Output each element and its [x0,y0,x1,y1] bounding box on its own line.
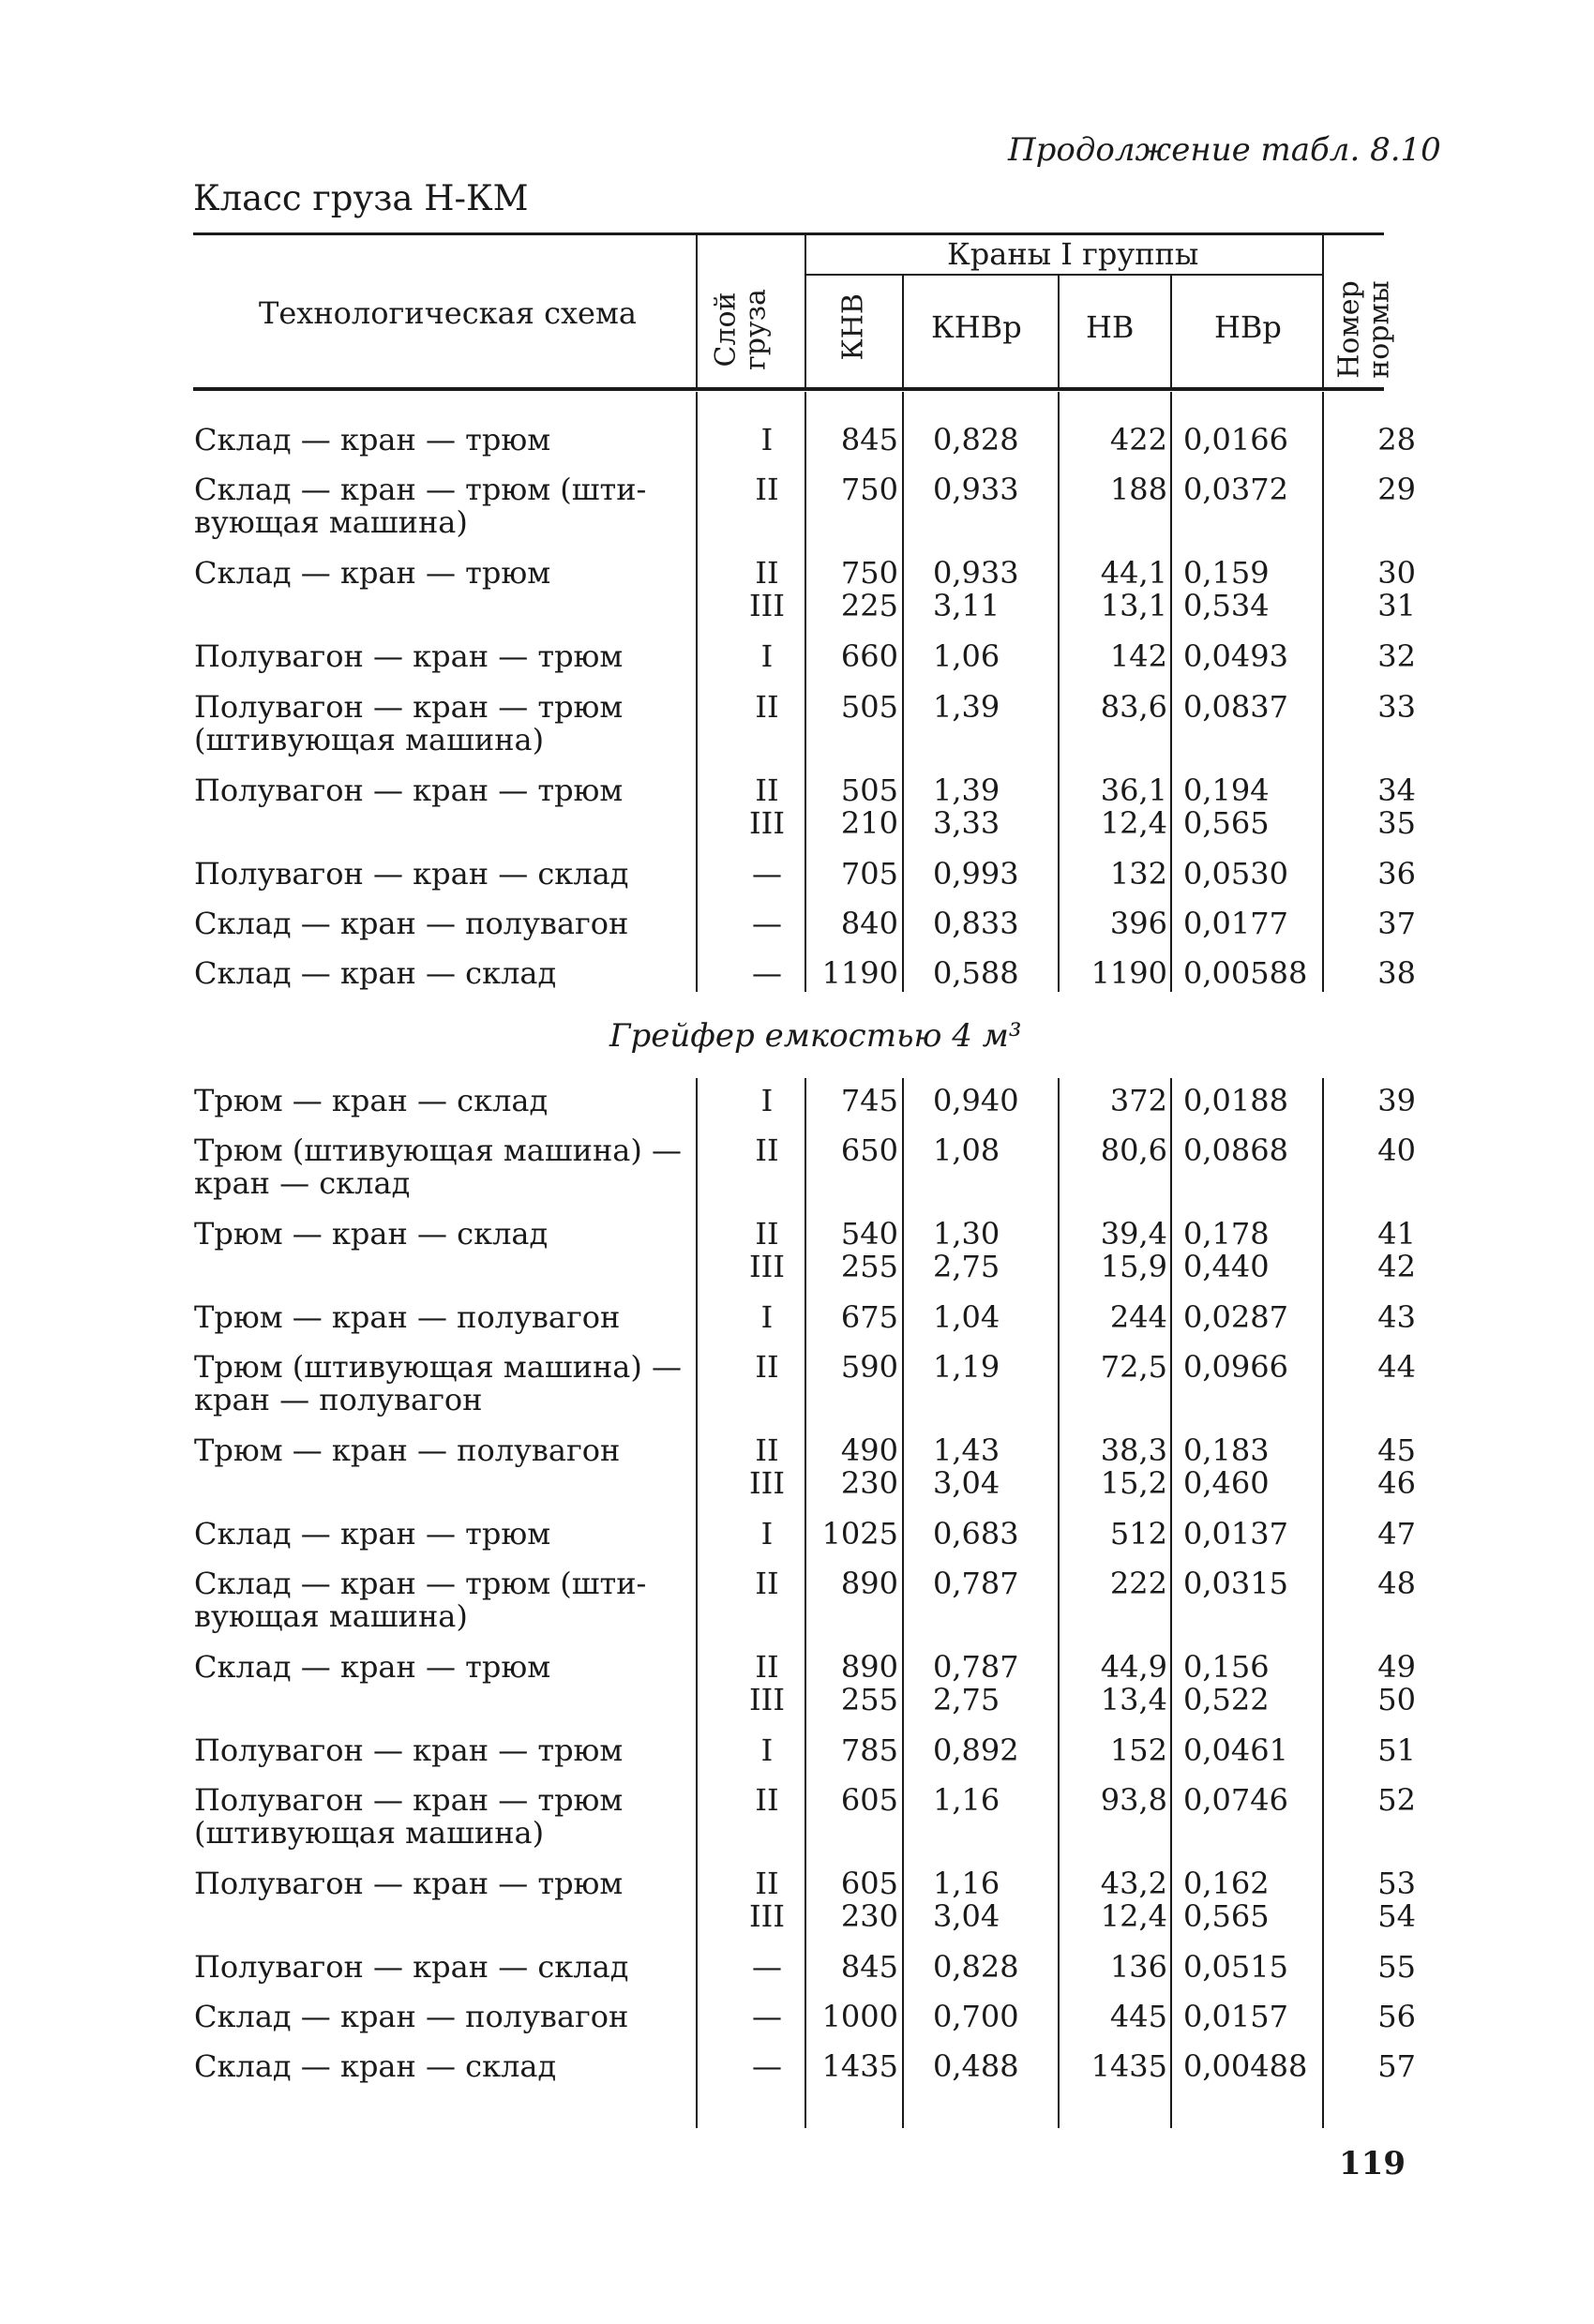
layer-cell: II III [749,772,785,841]
nv-cell: 1190 [1090,955,1167,991]
norm-number-cell: 37 [1377,906,1416,941]
norm-number-cell: 36 [1377,856,1416,892]
knv-cell: 890 255 [840,1649,898,1717]
header-knv: КНВ [836,293,870,361]
nvp-cell: 0,0966 [1183,1349,1288,1385]
layer-cell: II [755,472,779,507]
layer-cell: II [755,1782,779,1818]
nvp-cell: 0,0746 [1183,1782,1288,1818]
knvp-cell: 1,19 [933,1349,1000,1385]
layer-cell: I [760,1083,774,1118]
knvp-cell: 1,06 [933,638,1000,674]
knv-cell: 505 [840,689,898,725]
body1-sep-layer [696,392,698,992]
header-cranes-group: Краны I группы [947,236,1199,272]
norm-number-cell: 55 [1377,1949,1416,1985]
knvp-cell: 0,828 [933,422,1019,457]
norm-number-cell: 47 [1377,1516,1416,1552]
scheme-cell: Склад — кран — полувагон [194,906,629,941]
nv-cell: 44,1 13,1 [1100,555,1167,623]
norm-number-cell: 43 [1377,1299,1416,1335]
nvp-cell: 0,162 0,565 [1183,1866,1270,1934]
knvp-cell: 1,16 [933,1782,1000,1818]
nvp-cell: 0,0530 [1183,856,1288,892]
knvp-cell: 1,16 3,04 [933,1866,1000,1934]
norm-number-cell: 45 46 [1377,1432,1416,1501]
scheme-cell: Склад — кран — трюм [194,422,551,457]
header-scheme: Технологическая схема [259,295,637,331]
header-sep-knv [805,234,806,389]
nv-cell: 39,4 15,9 [1100,1216,1167,1284]
nvp-cell: 0,0837 [1183,689,1288,725]
scheme-cell: Склад — кран — склад [194,2048,557,2084]
header-norm-number: Номер нормы [1332,280,1395,379]
knv-cell: 490 230 [840,1432,898,1501]
norm-number-cell: 39 [1377,1083,1416,1118]
body2-sep-nvp [1170,1078,1172,2128]
nvp-cell: 0,183 0,460 [1183,1432,1270,1501]
knv-cell: 1190 [821,955,898,991]
norm-number-cell: 34 35 [1377,772,1416,841]
nv-cell: 43,2 12,4 [1100,1866,1167,1934]
norm-number-cell: 40 [1377,1132,1416,1168]
knv-cell: 705 [840,856,898,892]
header-nv: НВ [1086,309,1135,345]
nvp-cell: 0,0287 [1183,1299,1288,1335]
knv-cell: 750 [840,472,898,507]
layer-cell: II III [749,1216,785,1284]
body1-sep-nvp [1170,392,1172,992]
nvp-cell: 0,178 0,440 [1183,1216,1270,1284]
header-nvp: НВр [1214,309,1282,345]
nvp-cell: 0,156 0,522 [1183,1649,1270,1717]
nv-cell: 244 [1109,1299,1167,1335]
layer-cell: II III [749,1866,785,1934]
header-knvp: КНВр [931,309,1022,345]
scheme-cell: Полувагон — кран — трюм [194,1732,624,1768]
scheme-cell: Полувагон — кран — склад [194,1949,629,1985]
norm-number-cell: 57 [1377,2048,1416,2084]
nv-cell: 80,6 [1100,1132,1167,1168]
norm-number-cell: 30 31 [1377,555,1416,623]
scheme-cell: Трюм (штивующая машина) — кран — полувагон [194,1349,683,1417]
scheme-cell: Полувагон — кран — склад [194,856,629,892]
norm-number-cell: 49 50 [1377,1649,1416,1717]
nvp-cell: 0,0493 [1183,638,1288,674]
knv-cell: 785 [840,1732,898,1768]
nv-cell: 512 [1109,1516,1167,1552]
knv-cell: 650 [840,1132,898,1168]
knv-cell: 1000 [821,1999,898,2034]
nvp-cell: 0,0137 [1183,1516,1288,1552]
layer-cell: II III [749,1649,785,1717]
layer-cell: II [755,1566,779,1601]
norm-number-cell: 33 [1377,689,1416,725]
nv-cell: 142 [1109,638,1167,674]
layer-cell: II III [749,1432,785,1501]
knvp-cell: 0,933 3,11 [933,555,1019,623]
nvp-cell: 0,159 0,534 [1183,555,1270,623]
knv-cell: 1435 [821,2048,898,2084]
knv-cell: 605 [840,1782,898,1818]
scheme-cell: Полувагон — кран — трюм [194,1866,624,1901]
knvp-cell: 1,30 2,75 [933,1216,1000,1284]
knv-cell: 890 [840,1566,898,1601]
layer-cell: — [752,2048,782,2084]
nvp-cell: 0,0461 [1183,1732,1288,1768]
scheme-cell: Трюм — кран — склад [194,1083,549,1118]
norm-number-cell: 38 [1377,955,1416,991]
layer-cell: II III [749,555,785,623]
header-sep-num [1322,234,1324,389]
cranes-group-rule [805,274,1322,276]
knvp-cell: 1,08 [933,1132,1000,1168]
knv-cell: 675 [840,1299,898,1335]
knv-cell: 840 [840,906,898,941]
nv-cell: 93,8 [1100,1782,1167,1818]
knv-cell: 745 [840,1083,898,1118]
nv-cell: 44,9 13,4 [1100,1649,1167,1717]
nv-cell: 136 [1109,1949,1167,1985]
nv-cell: 396 [1109,906,1167,941]
scheme-cell: Склад — кран — трюм [194,1516,551,1552]
body2-sep-knvp [902,1078,904,2128]
header-sep-layer [696,234,698,389]
knvp-cell: 0,933 [933,472,1019,507]
knvp-cell: 0,683 [933,1516,1019,1552]
scheme-cell: Полувагон — кран — трюм (штивующая машина) [194,689,624,757]
nv-cell: 445 [1109,1999,1167,2034]
norm-number-cell: 28 [1377,422,1416,457]
norm-number-cell: 44 [1377,1349,1416,1385]
layer-cell: I [760,1732,774,1768]
scheme-cell: Полувагон — кран — трюм [194,772,624,808]
knvp-cell: 0,828 [933,1949,1019,1985]
knvp-cell: 1,04 [933,1299,1000,1335]
nvp-cell: 0,0372 [1183,472,1288,507]
nv-cell: 38,3 15,2 [1100,1432,1167,1501]
knv-cell: 605 230 [840,1866,898,1934]
knvp-cell: 1,39 3,33 [933,772,1000,841]
knv-cell: 540 255 [840,1216,898,1284]
scheme-cell: Склад — кран — трюм [194,555,551,591]
knvp-cell: 0,787 2,75 [933,1649,1019,1717]
scheme-cell: Склад — кран — склад [194,955,557,991]
nv-cell: 36,1 12,4 [1100,772,1167,841]
scheme-cell: Трюм — кран — склад [194,1216,549,1252]
knvp-cell: 0,700 [933,1999,1019,2034]
knv-cell: 660 [840,638,898,674]
scheme-cell: Полувагон — кран — трюм [194,638,624,674]
layer-cell: — [752,906,782,941]
norm-number-cell: 53 54 [1377,1866,1416,1934]
norm-number-cell: 32 [1377,638,1416,674]
layer-cell: — [752,1949,782,1985]
knv-cell: 845 [840,1949,898,1985]
scheme-cell: Трюм — кран — полувагон [194,1432,621,1468]
header-bottom-rule [193,387,1384,391]
norm-number-cell: 41 42 [1377,1216,1416,1284]
nv-cell: 222 [1109,1566,1167,1601]
nv-cell: 132 [1109,856,1167,892]
knvp-cell: 0,940 [933,1083,1019,1118]
nvp-cell: 0,0157 [1183,1999,1288,2034]
grab-section-title: Грейфер емкостью 4 м³ [609,1017,1022,1055]
knvp-cell: 0,588 [933,955,1019,991]
knvp-cell: 1,43 3,04 [933,1432,1000,1501]
knvp-cell: 0,833 [933,906,1019,941]
scheme-cell: Трюм — кран — полувагон [194,1299,621,1335]
knv-cell: 505 210 [840,772,898,841]
nv-cell: 1435 [1090,2048,1167,2084]
layer-cell: — [752,1999,782,2034]
nv-cell: 422 [1109,422,1167,457]
scheme-cell: Склад — кран — полувагон [194,1999,629,2034]
header-sep-nv [1058,276,1060,389]
table-continuation-note: Продолжение табл. 8.10 [1008,131,1441,169]
nv-cell: 72,5 [1100,1349,1167,1385]
layer-cell: II [755,1132,779,1168]
header-sep-knvp [902,276,904,389]
knv-cell: 590 [840,1349,898,1385]
nv-cell: 83,6 [1100,689,1167,725]
layer-cell: I [760,1299,774,1335]
scheme-cell: Склад — кран — трюм (шти-вующая машина) [194,472,647,540]
nv-cell: 188 [1109,472,1167,507]
table-top-rule [193,232,1384,235]
knvp-cell: 0,892 [933,1732,1019,1768]
body1-sep-knvp [902,392,904,992]
layer-cell: II [755,689,779,725]
knvp-cell: 1,39 [933,689,1000,725]
nvp-cell: 0,00588 [1183,955,1308,991]
layer-cell: I [760,1516,774,1552]
norm-number-cell: 56 [1377,1999,1416,2034]
layer-cell: I [760,638,774,674]
header-sep-nvp [1170,276,1172,389]
knv-cell: 1025 [821,1516,898,1552]
knvp-cell: 0,787 [933,1566,1019,1601]
nvp-cell: 0,0177 [1183,906,1288,941]
knv-cell: 750 225 [840,555,898,623]
layer-cell: — [752,955,782,991]
nvp-cell: 0,194 0,565 [1183,772,1270,841]
layer-cell: II [755,1349,779,1385]
body2-sep-layer [696,1078,698,2128]
layer-cell: I [760,422,774,457]
knvp-cell: 0,488 [933,2048,1019,2084]
nvp-cell: 0,0515 [1183,1949,1288,1985]
header-layer: Слой груза [709,289,772,370]
nvp-cell: 0,0868 [1183,1132,1288,1168]
cargo-class-title: Класс груза Н-КМ [193,178,529,218]
nvp-cell: 0,00488 [1183,2048,1308,2084]
knv-cell: 845 [840,422,898,457]
scheme-cell: Трюм (штивующая машина) — кран — склад [194,1132,683,1201]
layer-cell: — [752,856,782,892]
norm-number-cell: 48 [1377,1566,1416,1601]
scheme-cell: Склад — кран — трюм [194,1649,551,1685]
norm-number-cell: 51 [1377,1732,1416,1768]
nvp-cell: 0,0188 [1183,1083,1288,1118]
page-number: 119 [1339,2145,1406,2182]
nv-cell: 372 [1109,1083,1167,1118]
knvp-cell: 0,993 [933,856,1019,892]
norm-number-cell: 29 [1377,472,1416,507]
scheme-cell: Склад — кран — трюм (шти-вующая машина) [194,1566,647,1634]
scheme-cell: Полувагон — кран — трюм (штивующая машина) [194,1782,624,1851]
nvp-cell: 0,0315 [1183,1566,1288,1601]
nvp-cell: 0,0166 [1183,422,1288,457]
norm-number-cell: 52 [1377,1782,1416,1818]
nv-cell: 152 [1109,1732,1167,1768]
